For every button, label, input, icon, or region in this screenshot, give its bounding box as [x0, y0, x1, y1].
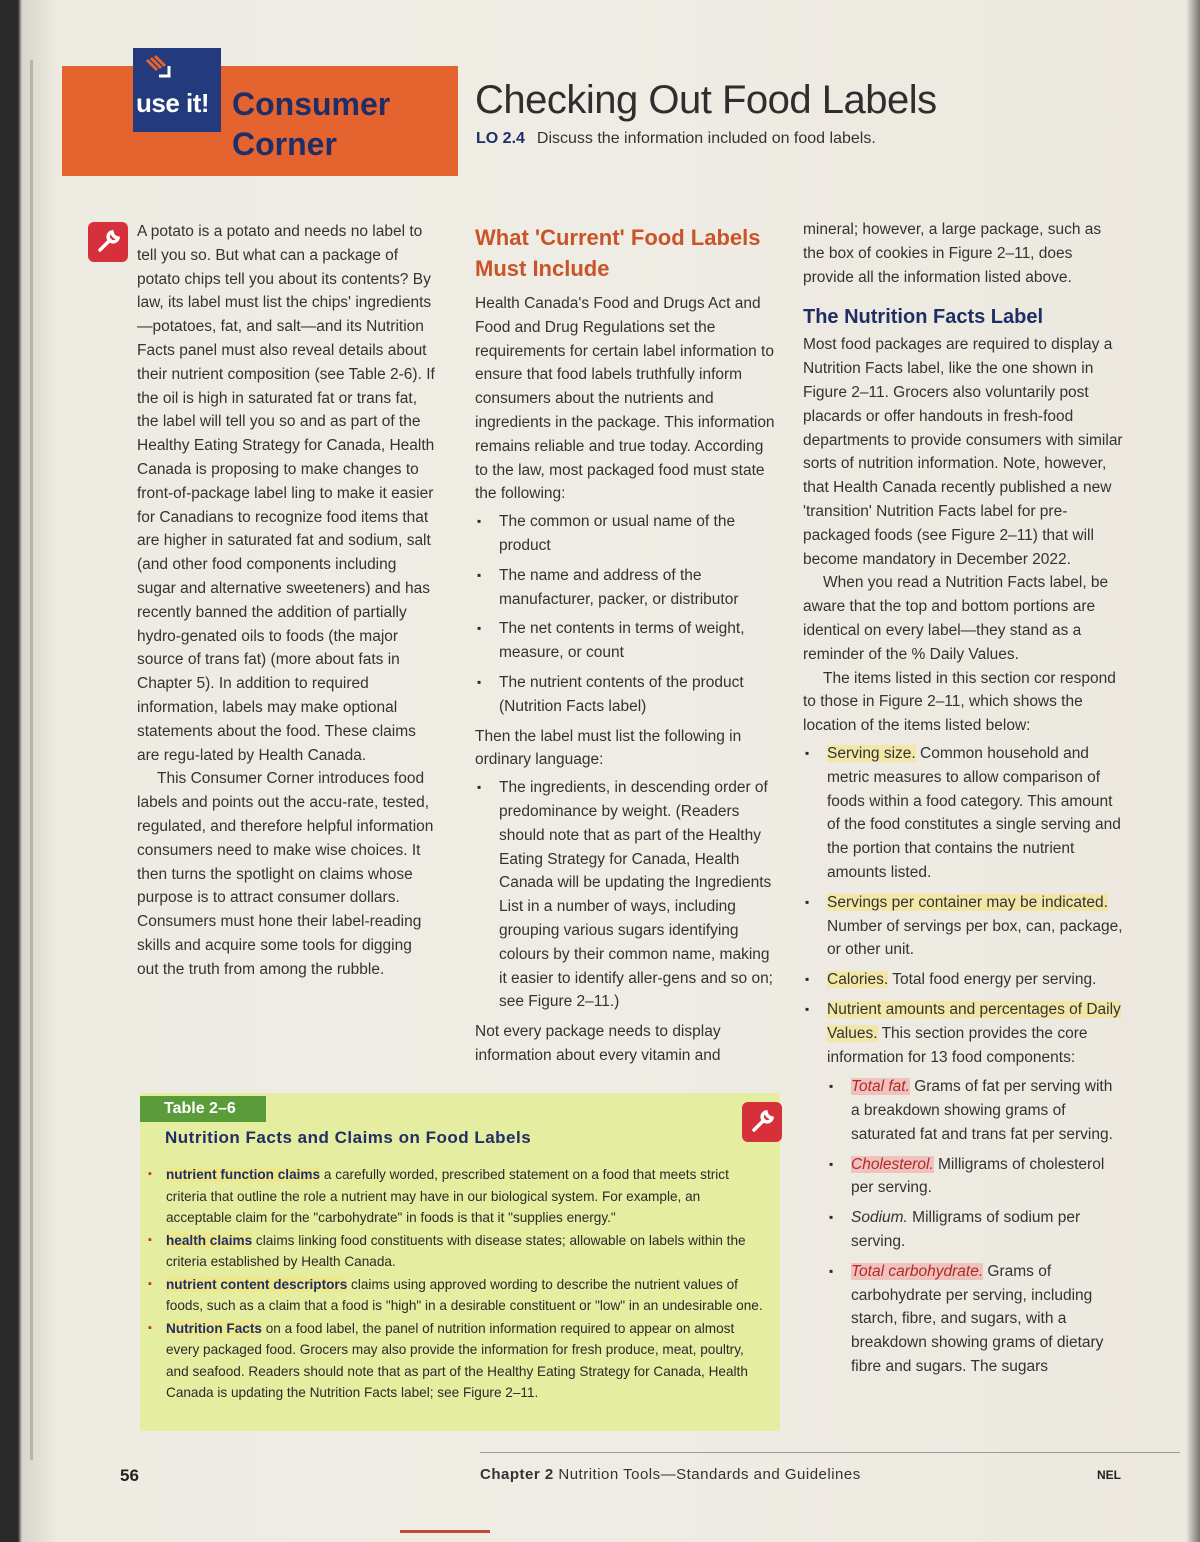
nutrient-sublist	[827, 1075, 1123, 1379]
intro-paragraph-2: This Consumer Corner introduces food labels and points out the accu-rate, tested, regulated, and therefore helpful information consumers need to make wise choices. It then turns the spotlight on claims whose purpose is to attract consumer dollars. Consumers must hone their label-reading skills and acquire some tools for digging out the truth from among the rubble.	[137, 770, 434, 978]
paragraph: The items listed in this section cor respond to those in Figure 2–11, which shows the location of the items listed below:	[803, 669, 1116, 735]
page-shadow	[1186, 0, 1200, 1542]
sub-list-item: ▪ Total fat. Grams of fat per serving with a breakdown showing grams of saturated fat and trans fat per serving.	[827, 1075, 1123, 1146]
list-item: ▪ The nutrient contents of the product (Nutrition Facts label)	[475, 671, 775, 719]
learning-objective	[476, 130, 876, 148]
table-item: ▪ nutrient function claims a carefully worded, prescribed statement on a food that meets strict criteria that outline the role a nutrient may have in our biological system. For example, an acceptable claim for the "carbohydrate" in foods is that it "supplies energy."	[148, 1164, 768, 1229]
sub-list-item: ▪ Total carbohydrate. Grams of carbohydrate per serving, including starch, fibre, and sugars, with a breakdown showing grams of dietary fibre and sugars. The sugars	[827, 1260, 1123, 1379]
column-1	[137, 220, 437, 982]
list-item: ▪ The common or usual name of the product	[475, 510, 775, 558]
section-heading: The Nutrition Facts Label	[803, 306, 1044, 329]
list-item: ▪ The ingredients, in descending order of predominance by weight. (Readers should note that as part of the Healthy Eating Strategy for Canada, Health Canada will be updating the Ingredients List in a number of ways, including grouping various sugars identifying colours by their common name, making it easier to identify aller-gens and so on; see Figure 2–11.)	[475, 776, 775, 1014]
page-title: Checking Out Food Labels	[475, 78, 937, 122]
wrench-icon	[742, 1102, 782, 1142]
list-item: ▪ The net contents in terms of weight, measure, or count	[475, 617, 775, 665]
label-items-list	[803, 742, 1123, 1379]
table-tag: Table 2–6	[140, 1096, 266, 1122]
page-number: 56	[120, 1466, 139, 1485]
badge-label: use it!	[136, 88, 210, 118]
list-item: ▪ Nutrient amounts and percentages of Daily Values. This section provides the core information for 13 food components: ▪ Total fat. Grams of fat per serving with a breakdown showing grams of saturated fat and trans fat per serving. ▪ Cholesterol. Milligrams of cholesterol per serving. ▪ Sodium. Milligrams of sodium per serving. ▪ Total carbohydrate. Grams of carbohydrate per serving, including starch, fibre, and sugars, with a breakdown showing grams of dietary fibre and sugars. The sugars	[803, 998, 1123, 1379]
column-3	[803, 218, 1123, 1385]
required-list	[475, 510, 775, 718]
lo-code: LO 2.4	[476, 130, 525, 147]
lo-text: Discuss the information included on food labels.	[536, 130, 876, 147]
paragraph: Health Canada's Food and Drugs Act and Food and Drug Regulations set the requirements for certain label information to ensure that food labels truthfully inform consumers about the nutrients and ingredients in the package. This information remains reliable and true today. According to the law, most packaged food must state the following:	[475, 295, 775, 503]
table-item: ▪ nutrient content descriptors claims using approved wording to describe the nutrient values of foods, such as a claim that a food is "high" in a desirable constituent or "low" in an undesirable one.	[148, 1274, 768, 1317]
intro-paragraph: A potato is a potato and needs no label to tell you so. But what can a package of potato chips tell you about its contents? By law, its label must list the chips' ingredients—potatoes, fat, and salt—and its Nutrition Facts panel must also reveal details about their nutrient composition (see Table 2-6). If the oil is high in saturated fat or trans fat, the label will tell you so and as part of the Healthy Eating Strategy for Canada, Health Canada is proposing to make changes to front-of-package label ling to make it easier for Canadians to recognize food items that are higher in saturated fat and sodium, salt (and other food components including sugar and alternative sweeteners) and has recently banned the addition of partially hydro-genated oils to foods (the major source of trans fat) (more about fats in Chapter 5). In addition to required information, labels may make optional statements about the food. These claims are regu-lated by Health Canada.	[137, 223, 435, 764]
table-title: Nutrition Facts and Claims on Food Labels	[165, 1128, 532, 1147]
table-item: ▪ Nutrition Facts on a food label, the panel of nutrition information required to appear on almost every packaged food. Grocers may also provide the information for fresh produce, meat, poultry, and seafood. Readers should note that as part of the Healthy Eating Strategy for Canada, Health Canada is updating the Nutrition Facts label; see Figure 2–11.	[148, 1318, 768, 1404]
arrow-icon	[143, 54, 173, 84]
paragraph: mineral; however, a large package, such as the box of cookies in Figure 2–11, does provide all the information listed above.	[803, 221, 1102, 286]
section-name: Consumer Corner	[232, 86, 391, 162]
table-item: ▪ health claims claims linking food constituents with disease states; allowable on labels within the criteria established by Health Canada.	[148, 1230, 768, 1273]
paragraph: Then the label must list the following in ordinary language:	[475, 727, 742, 769]
sub-list-item: ▪ Sodium. Milligrams of sodium per serving.	[827, 1206, 1123, 1254]
paragraph: Most food packages are required to display a Nutrition Facts label, like the one shown in Figure 2–11. Grocers also voluntarily post placards or offer handouts in fresh-food departments to provide consumers with similar sorts of nutrition information. Note, however, that Health Canada recently published a new 'transition' Nutrition Facts label for pre-packaged foods (see Figure 2–11) that will become mandatory in December 2022.	[803, 336, 1123, 568]
page-mark	[400, 1530, 490, 1533]
paragraph: When you read a Nutrition Facts label, be aware that the top and bottom portions are identical on every label—they stand as a reminder of the % Daily Values.	[803, 574, 1109, 663]
use-it-badge	[133, 48, 221, 132]
paragraph: Not every package needs to display information about every vitamin and	[475, 1023, 721, 1064]
list-item: ▪ The name and address of the manufacturer, packer, or distributor	[475, 564, 775, 612]
ordinary-language-list	[475, 776, 775, 1014]
list-item: ▪ Servings per container may be indicated. Number of servings per box, can, package, or other unit.	[803, 891, 1123, 962]
page-edge	[30, 60, 33, 1460]
footer-rule	[480, 1452, 1180, 1453]
chapter-footer: Chapter 2 Nutrition Tools—Standards and Guidelines	[480, 1466, 861, 1483]
table-list	[148, 1164, 768, 1405]
column-2	[475, 222, 775, 1068]
list-item: ▪ Serving size. Common household and metric measures to allow comparison of foods within a food category. This amount of the food constitutes a single serving and the portion that contains the nutrient amounts listed.	[803, 742, 1123, 885]
section-heading: What 'Current' Food Labels Must Include	[475, 225, 761, 281]
wrench-icon	[88, 222, 128, 262]
sub-list-item: ▪ Cholesterol. Milligrams of cholesterol per serving.	[827, 1153, 1123, 1201]
list-item: ▪ Calories. Total food energy per serving.	[803, 968, 1123, 992]
publisher-mark: NEL	[1097, 1468, 1121, 1482]
